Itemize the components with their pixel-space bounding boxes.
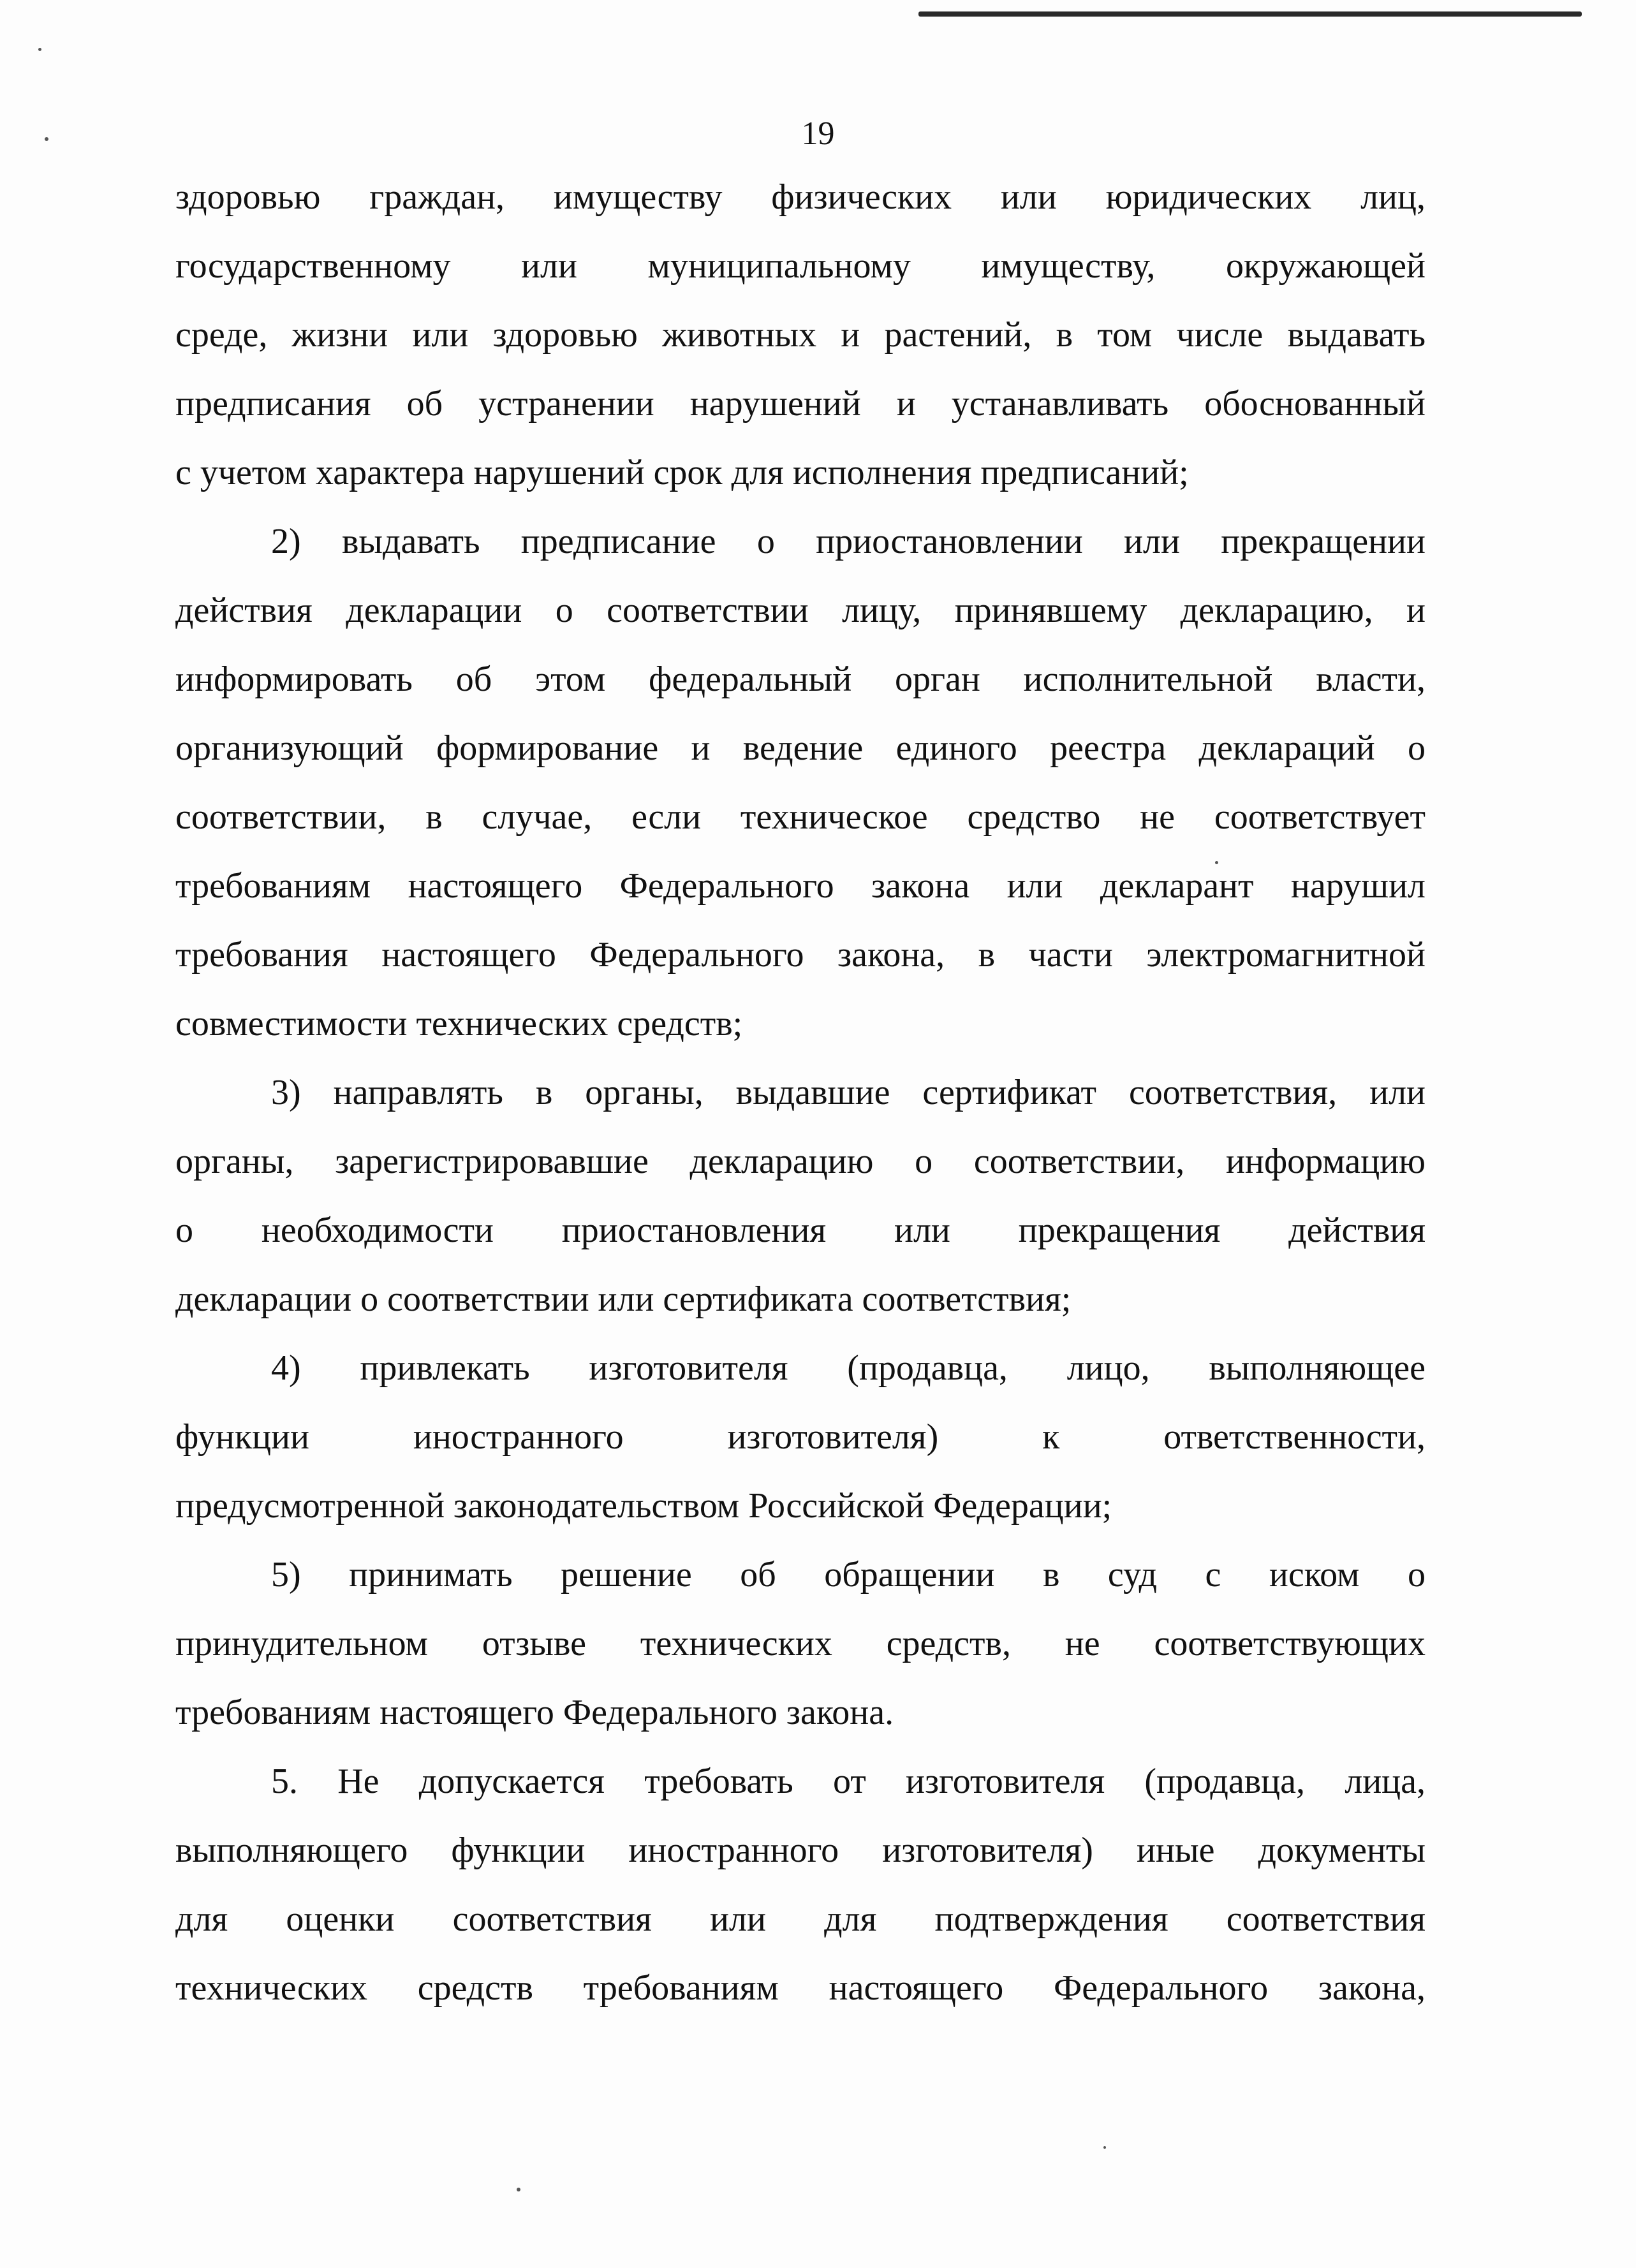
text-line: действия декларации о соответствии лицу, принявшему декларацию, и — [175, 591, 1426, 630]
text-line: декларации о соответствии или сертификата соответствия; — [175, 1279, 1072, 1319]
scan-speck — [45, 137, 48, 141]
text-line: выполняющего функции иностранного изготовителя) иные документы — [175, 1830, 1426, 1870]
text-line: среде, жизни или здоровью животных и растений, в том числе выдавать — [175, 315, 1426, 355]
text-line: соответствии, в случае, если техническое средство не соответствует — [175, 797, 1426, 837]
paragraph-clause-5 — [175, 1747, 1426, 2022]
scan-speck — [517, 2188, 520, 2191]
text-line: принудительном отзыве технических средств, не соответствующих — [175, 1624, 1426, 1663]
text-line: требованиям настоящего Федерального закона или декларант нарушил — [175, 866, 1426, 906]
text-line: требования настоящего Федерального закона, в части электромагнитной — [175, 935, 1426, 975]
text-line: 2) выдавать предписание о приостановлении или прекращении — [271, 522, 1426, 561]
text-line: для оценки соответствия или для подтверждения соответствия — [175, 1899, 1426, 1939]
top-scan-rule — [918, 11, 1582, 17]
paragraph-item-2 — [175, 507, 1426, 1058]
text-line: 4) привлекать изготовителя (продавца, лицо, выполняющее — [271, 1348, 1426, 1388]
scan-speck — [1103, 2146, 1106, 2149]
paragraph-item-5 — [175, 1540, 1426, 1747]
text-line: требованиям настоящего Федерального закона. — [175, 1693, 894, 1732]
paragraph-item-3 — [175, 1058, 1426, 1334]
page-number: 19 — [801, 115, 835, 152]
text-line: 5) принимать решение об обращении в суд с иском о — [271, 1555, 1426, 1594]
scan-speck — [38, 48, 41, 51]
body-text — [175, 163, 1426, 2022]
text-line: с учетом характера нарушений срок для исполнения предписаний; — [175, 453, 1189, 492]
text-line: государственному или муниципальному имуществу, окружающей — [175, 246, 1426, 286]
text-line: функции иностранного изготовителя) к ответственности, — [175, 1417, 1426, 1457]
paragraph-continuation — [175, 163, 1426, 507]
text-line: информировать об этом федеральный орган исполнительной власти, — [175, 659, 1426, 699]
text-line: 5. Не допускается требовать от изготовителя (продавца, лица, — [271, 1762, 1426, 1801]
text-line: технических средств требованиям настоящего Федерального закона, — [175, 1968, 1426, 2008]
text-line: о необходимости приостановления или прекращения действия — [175, 1211, 1426, 1250]
text-line: предписания об устранении нарушений и устанавливать обоснованный — [175, 384, 1426, 423]
text-line: совместимости технических средств; — [175, 1004, 743, 1043]
text-line: органы, зарегистрировавшие декларацию о соответствии, информацию — [175, 1142, 1426, 1181]
text-line: здоровью граждан, имуществу физических или юридических лиц, — [175, 177, 1426, 217]
text-line: предусмотренной законодательством Российской Федерации; — [175, 1486, 1112, 1526]
scan-speck — [1215, 861, 1218, 864]
text-line: 3) направлять в органы, выдавшие сертификат соответствия, или — [271, 1073, 1426, 1112]
paragraph-item-4 — [175, 1334, 1426, 1540]
text-line: организующий формирование и ведение единого реестра деклараций о — [175, 728, 1426, 768]
